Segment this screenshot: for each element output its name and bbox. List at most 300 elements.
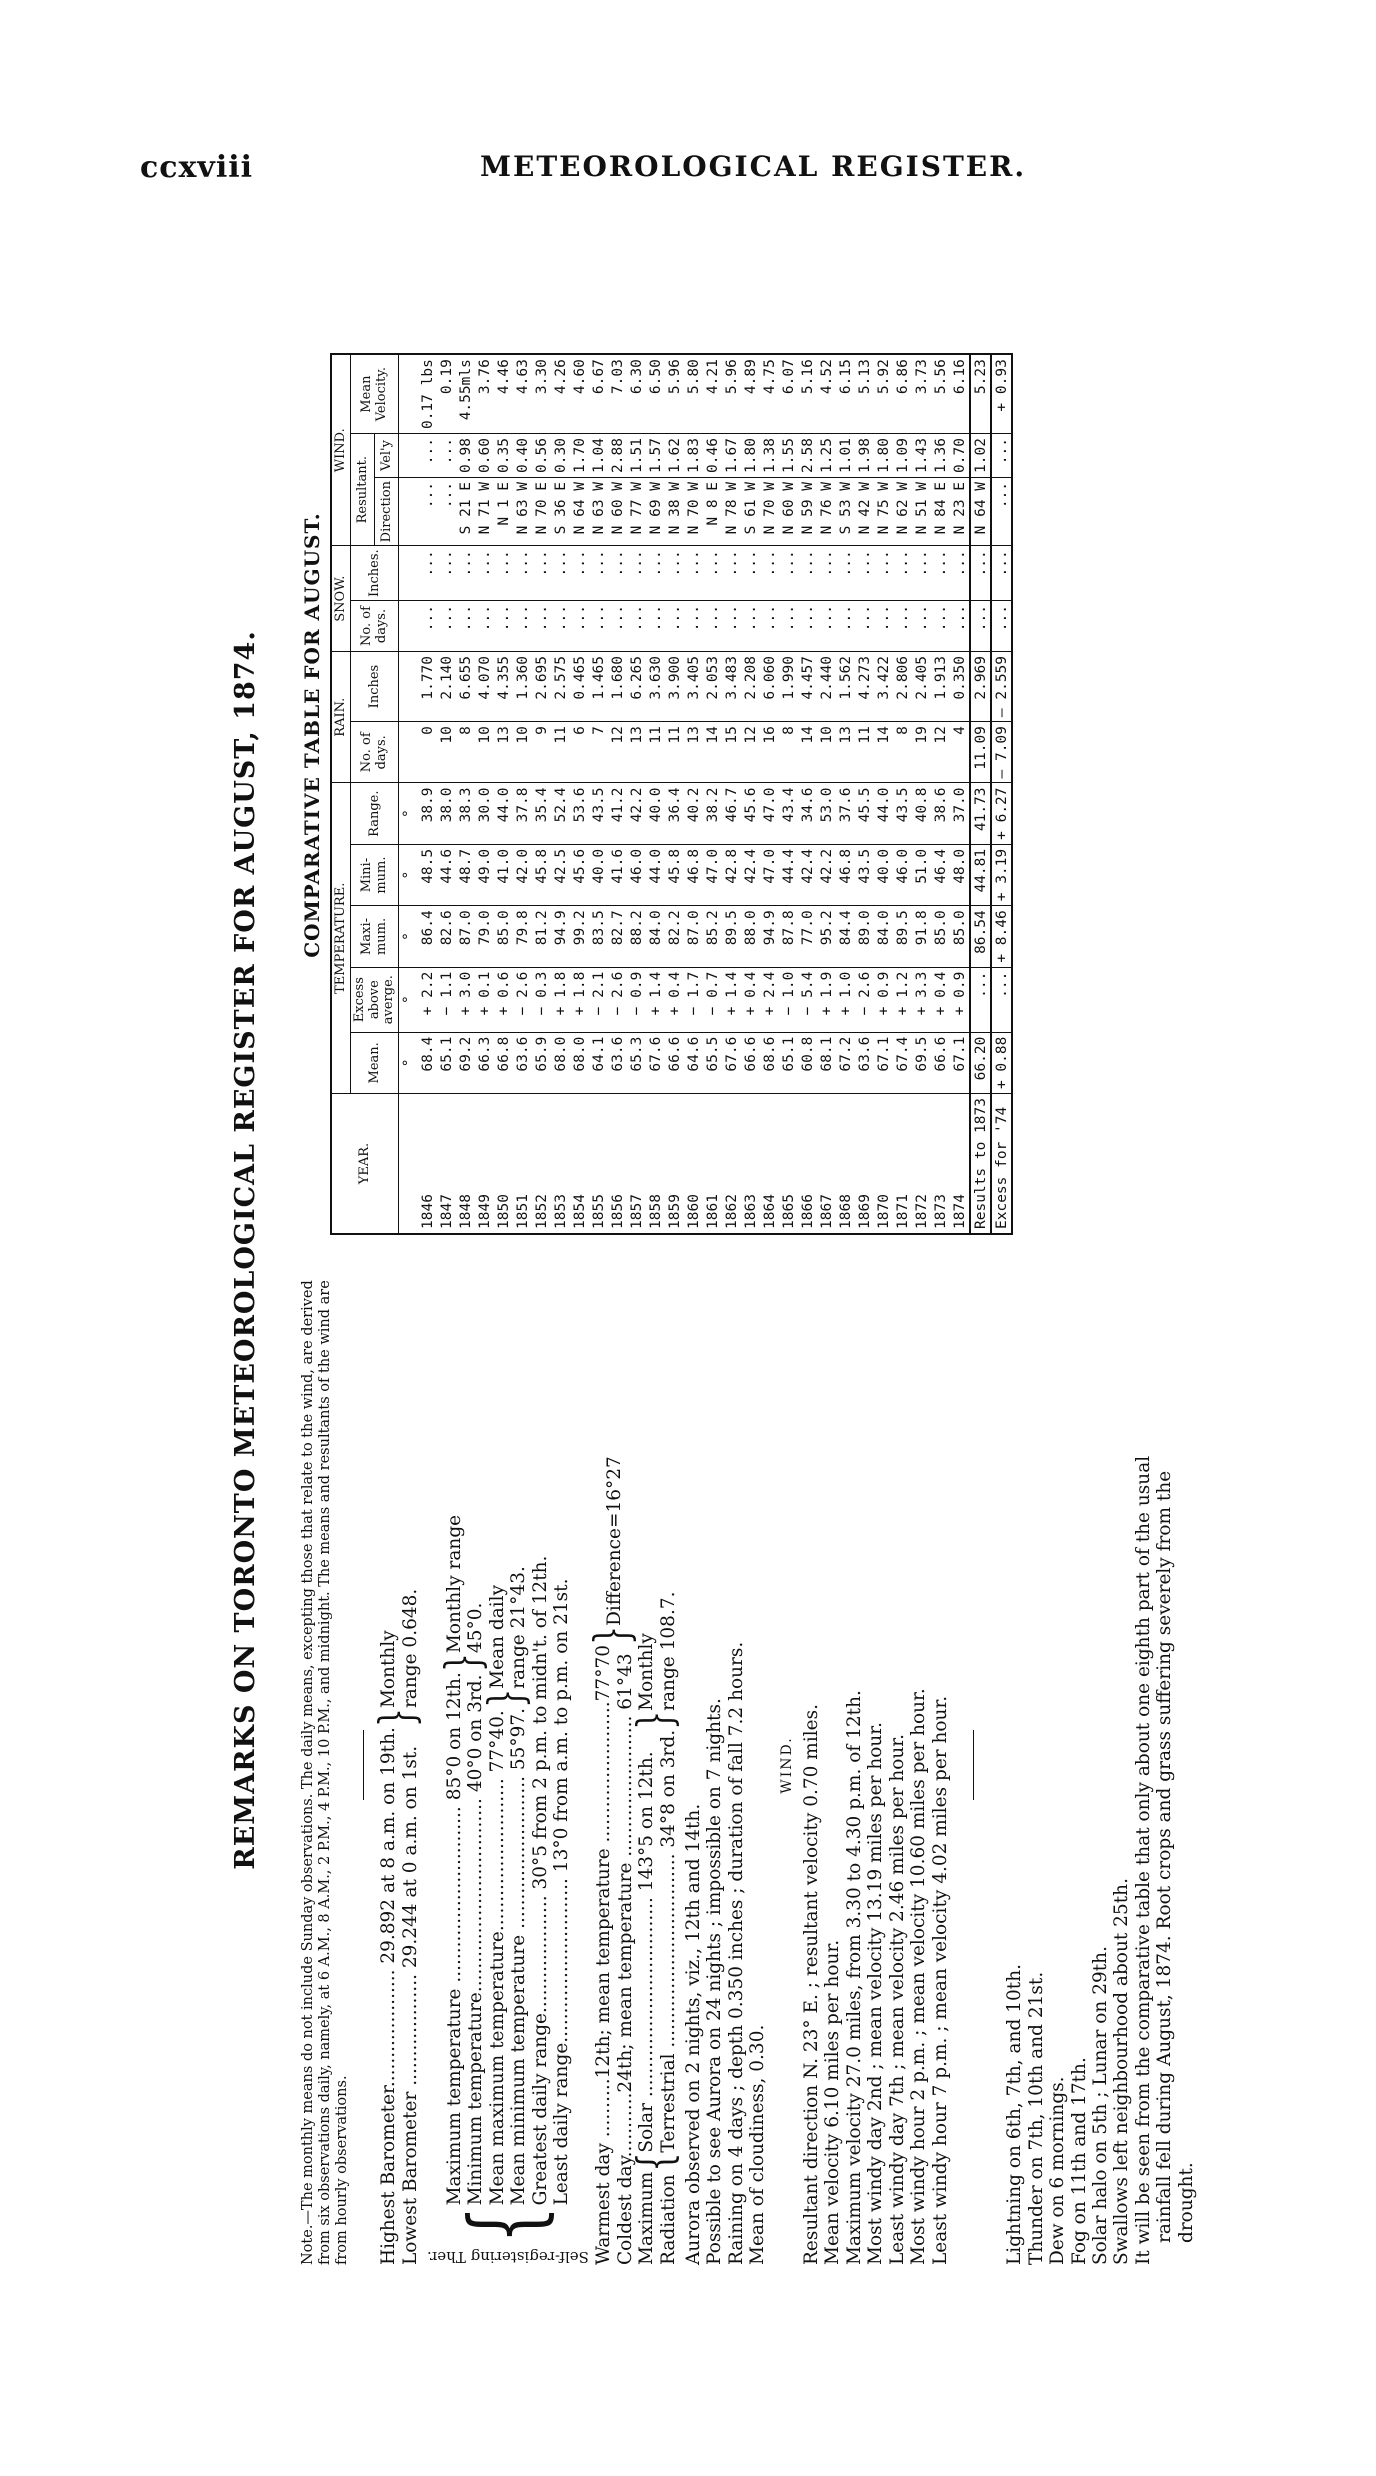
table-cell: N 64 W xyxy=(570,477,589,545)
table-cell: 44.0 xyxy=(646,844,665,905)
table-cell: 44.0 xyxy=(494,783,513,844)
table-cell: 1.770 xyxy=(418,651,437,721)
table-cell: 68.0 xyxy=(570,1032,589,1093)
table-cell: 6.86 xyxy=(893,354,912,433)
table-cell: 1855 xyxy=(589,1094,608,1234)
table-cell: 40.0 xyxy=(589,844,608,905)
table-cell: 0 xyxy=(418,722,437,783)
table-cell: 88.0 xyxy=(741,906,760,967)
table-cell: 0.46 xyxy=(703,434,722,478)
table-cell: 1861 xyxy=(703,1094,722,1234)
table-cell: 0.17 lbs xyxy=(418,354,437,433)
table-cell: 85.0 xyxy=(931,906,950,967)
table-cell: 8 xyxy=(456,722,475,783)
table-cell: + 1.4 xyxy=(646,967,665,1032)
comparative-table-section xyxy=(300,235,1013,1235)
wind-heading: WIND. xyxy=(778,1736,795,1794)
table-cell: 84.4 xyxy=(836,906,855,967)
table-cell: 2.969 xyxy=(970,651,991,721)
table-row xyxy=(494,354,513,1234)
table-cell: ... xyxy=(741,600,760,651)
table-cell: 1.51 xyxy=(627,434,646,478)
table-row xyxy=(779,354,798,1234)
table-cell: 3.76 xyxy=(475,354,494,433)
table-cell: 66.8 xyxy=(494,1032,513,1093)
table-row xyxy=(570,354,589,1234)
table-row xyxy=(646,354,665,1234)
table-cell: 66.6 xyxy=(665,1032,684,1093)
table-cell: 64.6 xyxy=(684,1032,703,1093)
table-cell: 43.4 xyxy=(779,783,798,844)
table-cell: 0.19 xyxy=(437,354,456,433)
event-line: Swallows left neighbourhood about 25th. xyxy=(1111,1878,1133,2265)
table-cell: 48.5 xyxy=(418,844,437,905)
divider xyxy=(973,1730,974,1800)
table-row xyxy=(608,354,627,1234)
lowest-barometer: Lowest Barometer ................... 29.244 at 0 a.m. on 1st. xyxy=(399,1745,421,2265)
table-row xyxy=(456,354,475,1234)
table-cell: N 51 W xyxy=(912,477,931,545)
table-cell: 63.6 xyxy=(513,1032,532,1093)
table-cell: 41.73 xyxy=(970,783,991,844)
misc-line: Raining on 4 days ; depth 0.350 inches ; duration of fall 7.2 hours. xyxy=(725,1641,747,2265)
table-cell: ... xyxy=(456,600,475,651)
table-cell: 45.8 xyxy=(532,844,551,905)
table-row xyxy=(798,354,817,1234)
table-cell: 45.8 xyxy=(665,844,684,905)
table-cell: 1.990 xyxy=(779,651,798,721)
table-cell xyxy=(399,434,419,478)
table-cell: ... xyxy=(475,546,494,601)
snow-days-header: No. of days. xyxy=(351,600,399,651)
table-row xyxy=(627,354,646,1234)
table-cell: 3.422 xyxy=(874,651,893,721)
brace: } xyxy=(435,1653,492,1673)
table-cell: ... xyxy=(912,600,931,651)
table-cell: 79.8 xyxy=(513,906,532,967)
table-cell: 46.8 xyxy=(836,844,855,905)
table-cell: 0.70 xyxy=(950,434,970,478)
table-cell: 65.3 xyxy=(627,1032,646,1093)
table-cell: S 36 E xyxy=(551,477,570,545)
table-cell: + 6.27 xyxy=(991,783,1012,844)
table-cell: 1.01 xyxy=(836,434,855,478)
least-daily-range: Least daily range............................ 13°0 from a.m. to p.m. on 21st. xyxy=(551,1578,573,2206)
table-cell: ... xyxy=(991,546,1012,601)
table-cell: 1870 xyxy=(874,1094,893,1234)
table-cell: ... xyxy=(970,967,991,1032)
table-cell: ... xyxy=(532,600,551,651)
table-cell: 4.273 xyxy=(855,651,874,721)
table-cell: ... xyxy=(627,546,646,601)
table-cell: 13 xyxy=(684,722,703,783)
warm-cold-block xyxy=(585,1265,642,2265)
table-cell: 40.0 xyxy=(874,844,893,905)
table-cell: ... xyxy=(532,546,551,601)
table-cell: 41.2 xyxy=(608,783,627,844)
table-cell: 4.89 xyxy=(741,354,760,433)
table-cell: N 75 W xyxy=(874,477,893,545)
table-cell: ... xyxy=(551,546,570,601)
brace: } xyxy=(370,1708,427,1728)
table-cell: 1863 xyxy=(741,1094,760,1234)
table-cell: 48.0 xyxy=(950,844,970,905)
table-cell: 5.23 xyxy=(970,354,991,433)
table-cell: S 61 W xyxy=(741,477,760,545)
table-cell: 6.655 xyxy=(456,651,475,721)
wind-line: Resultant direction N. 23° E. ; resultant velocity 0.70 miles. xyxy=(801,1704,823,2265)
table-row xyxy=(722,354,741,1234)
table-cell: 49.0 xyxy=(475,844,494,905)
table-cell: 42.2 xyxy=(817,844,836,905)
table-cell: 6.16 xyxy=(950,354,970,433)
table-cell: 12 xyxy=(741,722,760,783)
table-cell: + 3.19 xyxy=(991,844,1012,905)
table-cell: N 62 W xyxy=(893,477,912,545)
table-cell: 46.0 xyxy=(627,844,646,905)
table-cell: − 2.1 xyxy=(589,967,608,1032)
table-cell: 1.38 xyxy=(760,434,779,478)
table-cell: 1.36 xyxy=(931,434,950,478)
table-cell: N 23 E xyxy=(950,477,970,545)
table-cell: + 0.4 xyxy=(665,967,684,1032)
table-cell: 87.8 xyxy=(779,906,798,967)
table-cell: ... xyxy=(874,546,893,601)
table-cell: 35.4 xyxy=(532,783,551,844)
table-cell: 53.6 xyxy=(570,783,589,844)
table-cell: 14 xyxy=(874,722,893,783)
solar-radiation: Solar .................................. 143°5 on 12th. xyxy=(636,1751,658,2153)
table-cell: 47.0 xyxy=(760,783,779,844)
table-cell: ... xyxy=(931,546,950,601)
table-cell: 6.265 xyxy=(627,651,646,721)
table-cell: 4 xyxy=(950,722,970,783)
table-cell: − 2.6 xyxy=(608,967,627,1032)
snow-inches-header: Inches. xyxy=(351,546,399,601)
table-cell: 5.96 xyxy=(722,354,741,433)
excess-row xyxy=(991,354,1012,1234)
table-cell: 38.0 xyxy=(437,783,456,844)
table-cell: 1854 xyxy=(570,1094,589,1234)
brace: { xyxy=(450,2205,563,2244)
table-cell: ... xyxy=(722,546,741,601)
table-cell: S 21 E xyxy=(456,477,475,545)
table-cell: ... xyxy=(418,546,437,601)
table-cell: N 84 E xyxy=(931,477,950,545)
table-cell: N 70 W xyxy=(760,477,779,545)
excess-header: Excess above averge. xyxy=(351,967,399,1032)
table-cell: 11 xyxy=(551,722,570,783)
table-cell: 0.30 xyxy=(551,434,570,478)
table-cell: 67.6 xyxy=(722,1032,741,1093)
table-cell: N 63 W xyxy=(589,477,608,545)
table-cell: + 1.9 xyxy=(817,967,836,1032)
table-cell: 1.55 xyxy=(779,434,798,478)
table-cell: ... xyxy=(855,546,874,601)
table-cell: 0.40 xyxy=(513,434,532,478)
table-cell: ... xyxy=(646,600,665,651)
table-cell: N 60 W xyxy=(608,477,627,545)
table-cell: 15 xyxy=(722,722,741,783)
table-cell: 42.4 xyxy=(741,844,760,905)
table-cell: 95.2 xyxy=(817,906,836,967)
table-cell: 53.0 xyxy=(817,783,836,844)
table-cell: 68.6 xyxy=(760,1032,779,1093)
rain-inches-header: Inches xyxy=(351,651,399,721)
table-cell: ... xyxy=(551,600,570,651)
table-cell: 4.355 xyxy=(494,651,513,721)
table-cell: 0.56 xyxy=(532,434,551,478)
degree-unit: ° xyxy=(399,844,419,905)
table-cell: 89.5 xyxy=(722,906,741,967)
table-cell: 1.98 xyxy=(855,434,874,478)
table-cell: 1862 xyxy=(722,1094,741,1234)
table-row xyxy=(551,354,570,1234)
table-cell: 88.2 xyxy=(627,906,646,967)
table-cell: 1.83 xyxy=(684,434,703,478)
table-cell: 87.0 xyxy=(684,906,703,967)
table-cell: + 1.0 xyxy=(836,967,855,1032)
table-cell: 42.8 xyxy=(722,844,741,905)
table-row xyxy=(893,354,912,1234)
table-cell: 84.0 xyxy=(874,906,893,967)
table-cell: 0.60 xyxy=(475,434,494,478)
table-cell: 19 xyxy=(912,722,931,783)
table-cell: 46.4 xyxy=(931,844,950,905)
results-row xyxy=(970,354,991,1234)
table-cell: 5.92 xyxy=(874,354,893,433)
table-cell: 45.5 xyxy=(855,783,874,844)
table-cell: 37.8 xyxy=(513,783,532,844)
table-cell: − 2.6 xyxy=(855,967,874,1032)
table-cell: 63.6 xyxy=(608,1032,627,1093)
event-line: Thunder on 7th, 10th and 21st. xyxy=(1025,1971,1047,2265)
table-cell: N 1 E xyxy=(494,477,513,545)
table-cell: ... xyxy=(437,600,456,651)
table-cell: − 1.1 xyxy=(437,967,456,1032)
table-cell: 42.0 xyxy=(513,844,532,905)
table-cell: 1.465 xyxy=(589,651,608,721)
table-cell: 6.060 xyxy=(760,651,779,721)
table-cell: 63.6 xyxy=(855,1032,874,1093)
table-cell: 34.6 xyxy=(798,783,817,844)
table-cell: 47.0 xyxy=(703,844,722,905)
table-cell: ... xyxy=(437,434,456,478)
table-cell: ... xyxy=(779,546,798,601)
table-row xyxy=(950,354,970,1234)
highest-barometer: Highest Barometer.................... 29.892 at 8 a.m. on 19th. xyxy=(378,1727,400,2265)
table-cell: ... xyxy=(570,546,589,601)
table-cell: ... xyxy=(437,477,456,545)
table-cell: ... xyxy=(418,434,437,478)
table-cell: 1873 xyxy=(931,1094,950,1234)
table-cell: 1868 xyxy=(836,1094,855,1234)
table-cell: 10 xyxy=(437,722,456,783)
table-cell: 38.6 xyxy=(931,783,950,844)
table-cell: 0.465 xyxy=(570,651,589,721)
table-cell: 2.88 xyxy=(608,434,627,478)
table-cell: 69.5 xyxy=(912,1032,931,1093)
mean-velocity-header: Mean Velocity. xyxy=(351,354,399,433)
table-cell: 9 xyxy=(532,722,551,783)
table-cell: ... xyxy=(570,600,589,651)
table-cell: 43.5 xyxy=(893,783,912,844)
table-cell: − 1.0 xyxy=(779,967,798,1032)
table-cell: ... xyxy=(589,600,608,651)
table-cell: 1.80 xyxy=(874,434,893,478)
table-cell: 3.73 xyxy=(912,354,931,433)
table-cell: ... xyxy=(779,600,798,651)
table-cell: + 0.4 xyxy=(741,967,760,1032)
comparative-title: COMPARATIVE TABLE FOR AUGUST. xyxy=(300,512,324,958)
table-cell: 4.070 xyxy=(475,651,494,721)
table-cell: 2.806 xyxy=(893,651,912,721)
table-cell: 1869 xyxy=(855,1094,874,1234)
table-cell: 1846 xyxy=(418,1094,437,1234)
table-cell: 67.2 xyxy=(836,1032,855,1093)
table-cell: 38.2 xyxy=(703,783,722,844)
table-cell: 1849 xyxy=(475,1094,494,1234)
wind-line: Maximum velocity 27.0 miles, from 3.30 to 4.30 p.m. of 12th. xyxy=(843,1690,865,2265)
table-cell: 42.4 xyxy=(798,844,817,905)
table-row xyxy=(760,354,779,1234)
table-cell: 41.6 xyxy=(608,844,627,905)
table-cell: ... xyxy=(513,600,532,651)
table-row xyxy=(931,354,950,1234)
table-cell: 91.8 xyxy=(912,906,931,967)
table-cell: 3.900 xyxy=(665,651,684,721)
table-row xyxy=(874,354,893,1234)
table-cell: 1853 xyxy=(551,1094,570,1234)
table-cell: 86.4 xyxy=(418,906,437,967)
table-cell: 13 xyxy=(627,722,646,783)
table-cell: 1.913 xyxy=(931,651,950,721)
table-cell: 66.20 xyxy=(970,1032,991,1093)
table-cell: 65.1 xyxy=(437,1032,456,1093)
table-cell: 85.0 xyxy=(950,906,970,967)
coldest-day: Coldest day...........24th; mean temperature ........................ 61°43 xyxy=(614,1653,636,2265)
range-header: Range. xyxy=(351,783,399,844)
table-cell: 1866 xyxy=(798,1094,817,1234)
table-row xyxy=(817,354,836,1234)
table-row xyxy=(513,354,532,1234)
table-cell: + 0.9 xyxy=(874,967,893,1032)
table-cell: N 76 W xyxy=(817,477,836,545)
table-cell: 67.6 xyxy=(646,1032,665,1093)
table-cell: 2.053 xyxy=(703,651,722,721)
table-cell: 68.1 xyxy=(817,1032,836,1093)
table-cell: ... xyxy=(836,546,855,601)
table-cell: 5.80 xyxy=(684,354,703,433)
wind-line: Least windy day 7th ; mean velocity 2.46 miles per hour. xyxy=(886,1734,908,2265)
table-cell: + 0.93 xyxy=(991,354,1012,433)
table-cell: 14 xyxy=(798,722,817,783)
table-cell: 60.8 xyxy=(798,1032,817,1093)
table-cell: 40.0 xyxy=(646,783,665,844)
temp-difference: Difference=16°27 xyxy=(603,1456,625,1626)
table-cell: 1867 xyxy=(817,1094,836,1234)
table-cell: 1859 xyxy=(665,1094,684,1234)
table-cell: ... xyxy=(855,600,874,651)
table-cell: 65.1 xyxy=(779,1032,798,1093)
table-row xyxy=(684,354,703,1234)
table-cell: + 2.2 xyxy=(418,967,437,1032)
table-cell: 4.26 xyxy=(551,354,570,433)
misc-line: Possible to see Aurora on 24 nights ; impossible on 7 nights. xyxy=(704,1698,726,2265)
table-cell: 68.4 xyxy=(418,1032,437,1093)
table-cell: 2.695 xyxy=(532,651,551,721)
table-cell: 1852 xyxy=(532,1094,551,1234)
table-cell: 13 xyxy=(836,722,855,783)
table-cell xyxy=(399,1094,419,1234)
table-cell: 6 xyxy=(570,722,589,783)
table-cell: 4.63 xyxy=(513,354,532,433)
table-cell: 1.80 xyxy=(741,434,760,478)
table-cell: + 1.2 xyxy=(893,967,912,1032)
table-cell: 43.5 xyxy=(589,783,608,844)
min-header: Mini-mum. xyxy=(351,844,399,905)
table-cell: — 2.559 xyxy=(991,651,1012,721)
table-cell: ... xyxy=(684,546,703,601)
wind-line: Least windy hour 7 p.m. ; mean velocity 4.02 miles per hour. xyxy=(929,1695,951,2265)
table-cell: N 78 W xyxy=(722,477,741,545)
table-cell: 3.405 xyxy=(684,651,703,721)
table-cell: N 69 W xyxy=(646,477,665,545)
page-number: ccxviii xyxy=(140,150,254,185)
table-cell: 1.04 xyxy=(589,434,608,478)
velocity-header: Vel'y xyxy=(375,434,399,478)
table-cell: 86.54 xyxy=(970,906,991,967)
table-cell: 11 xyxy=(665,722,684,783)
table-cell: ... xyxy=(912,546,931,601)
comparative-table-body xyxy=(399,354,1013,1234)
table-cell: ... xyxy=(437,546,456,601)
table-cell: ... xyxy=(665,546,684,601)
table-cell: ... xyxy=(456,546,475,601)
table-cell: ... xyxy=(991,600,1012,651)
event-line: drought. xyxy=(1175,2162,1197,2243)
rain-header: RAIN. xyxy=(331,651,351,783)
table-row xyxy=(418,354,437,1234)
table-cell: 1.09 xyxy=(893,434,912,478)
table-cell: 84.0 xyxy=(646,906,665,967)
table-cell: ... xyxy=(798,600,817,651)
table-cell: ... xyxy=(950,600,970,651)
table-cell: 4.52 xyxy=(817,354,836,433)
table-cell: 6.15 xyxy=(836,354,855,433)
table-cell: ... xyxy=(418,477,437,545)
table-cell: 5.16 xyxy=(798,354,817,433)
table-cell: ... xyxy=(970,600,991,651)
table-cell: 52.4 xyxy=(551,783,570,844)
table-cell: 2.58 xyxy=(798,434,817,478)
table-cell: 3.30 xyxy=(532,354,551,433)
year-header: YEAR. xyxy=(331,1094,399,1234)
event-line: Dew on 6 mornings. xyxy=(1047,2076,1069,2265)
max-temp: Maximum temperature .............................. 85°0 on 12th. xyxy=(443,1672,465,2206)
brace: } xyxy=(478,1688,535,1708)
table-cell: ... xyxy=(817,546,836,601)
brace: { xyxy=(628,2152,685,2172)
table-cell: 8 xyxy=(779,722,798,783)
table-cell: 7.03 xyxy=(608,354,627,433)
wind-line: Most windy hour 2 p.m. ; mean velocity 10.60 miles per hour. xyxy=(908,1688,930,2265)
table-cell: 2.405 xyxy=(912,651,931,721)
table-row xyxy=(912,354,931,1234)
table-cell: 2.140 xyxy=(437,651,456,721)
table-cell: ... xyxy=(970,546,991,601)
table-cell: ... xyxy=(475,600,494,651)
